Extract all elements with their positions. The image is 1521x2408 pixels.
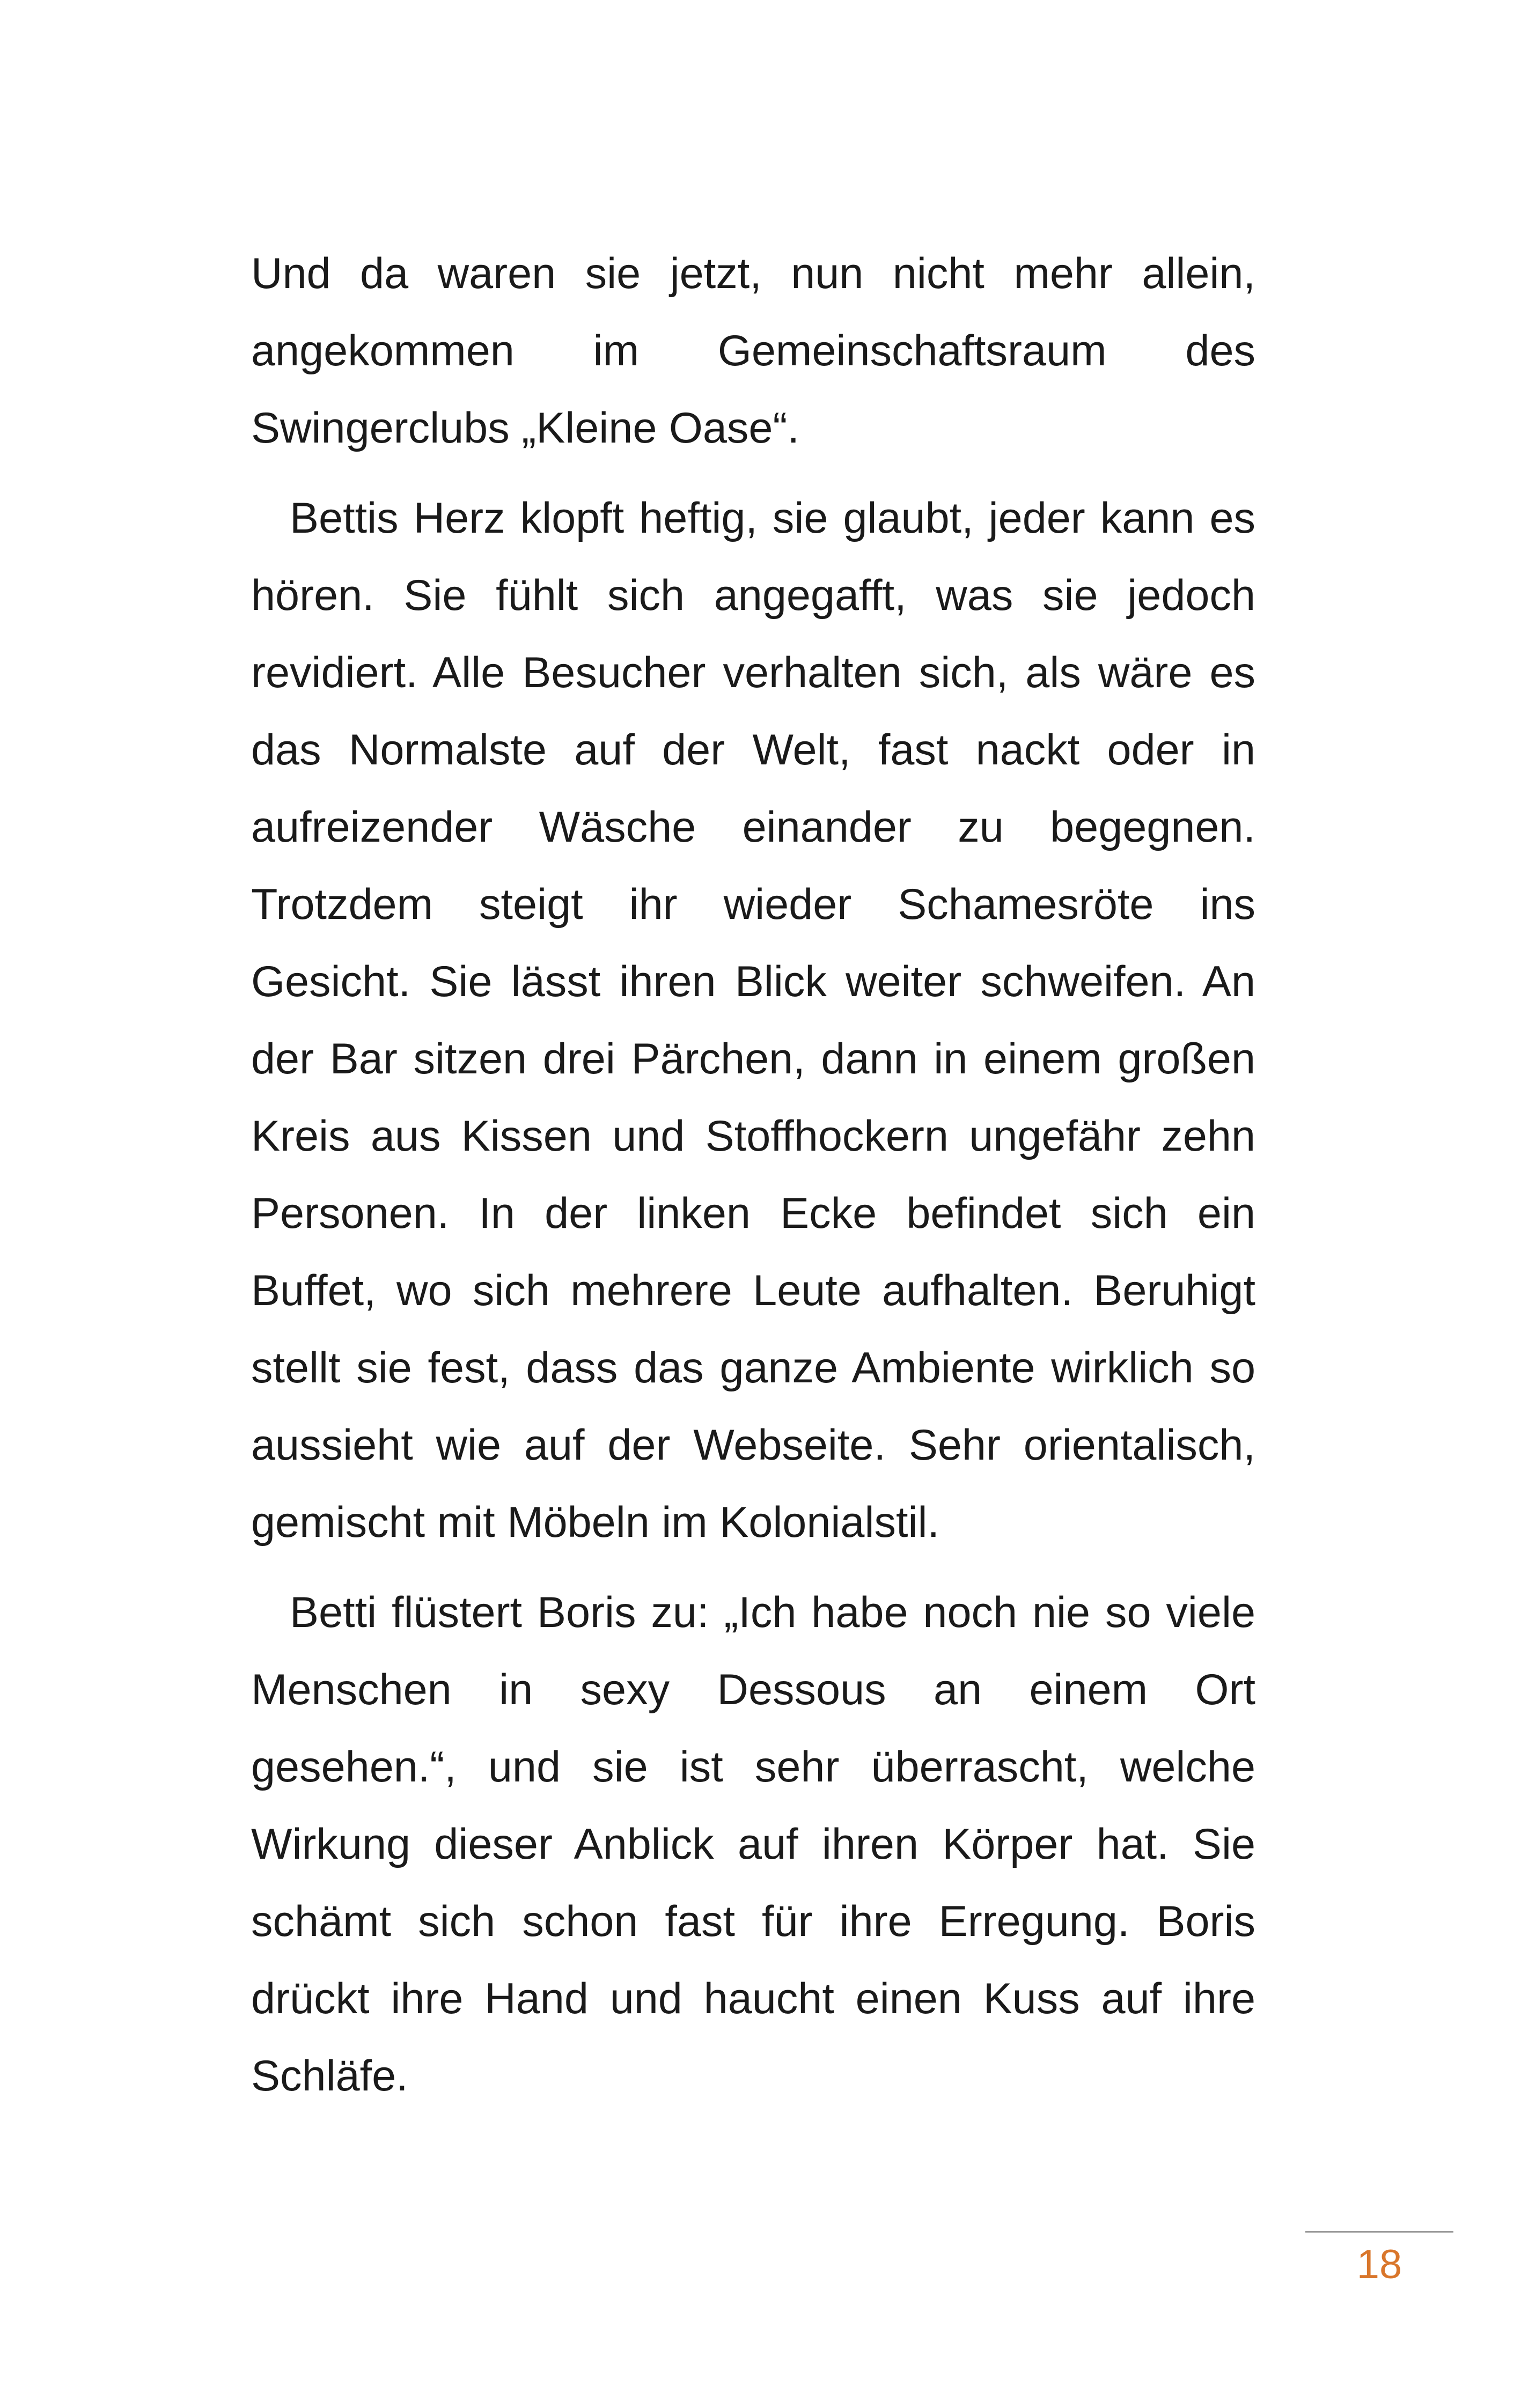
page-number: 18 [1356,2242,1402,2287]
footer-rule [1305,2231,1453,2233]
paragraph-3: Betti flüstert Boris zu: „Ich habe noch nie so viele Menschen in sexy Dessous an einem Ort gesehen.“, und sie ist sehr überrascht, welche Wirkung dieser Anblick auf ihren Körper hat. Sie schämt sich schon fast für ihre Erregung. Boris drückt ihre Hand und haucht einen Kuss auf ihre Schläfe. [251,1588,1255,2100]
body-text [251,235,1255,2127]
paragraph-2: Bettis Herz klopft heftig, sie glaubt, jeder kann es hören. Sie fühlt sich angegafft, was sie jedoch revidiert. Alle Besucher verhalten sich, als wäre es das Normalste auf der Welt, fast nackt oder in aufreizender Wäsche einander zu begegnen. Trotzdem steigt ihr wieder Schamesröte ins Gesicht. Sie lässt ihren Blick weiter schweifen. An der Bar sitzen drei Pärchen, dann in einem großen Kreis aus Kissen und Stoffhockern ungefähr zehn Personen. In der linken Ecke befindet sich ein Buffet, wo sich mehrere Leute aufhalten. Beruhigt stellt sie fest, dass das ganze Ambiente wirklich so aussieht wie auf der Webseite. Sehr orientalisch, gemischt mit Möbeln im Kolonialstil. [251,494,1255,1547]
paragraph-1: Und da waren sie jetzt, nun nicht mehr allein, angekommen im Gemeinschaftsraum des Swingerclubs „Kleine Oase“. [251,249,1255,452]
